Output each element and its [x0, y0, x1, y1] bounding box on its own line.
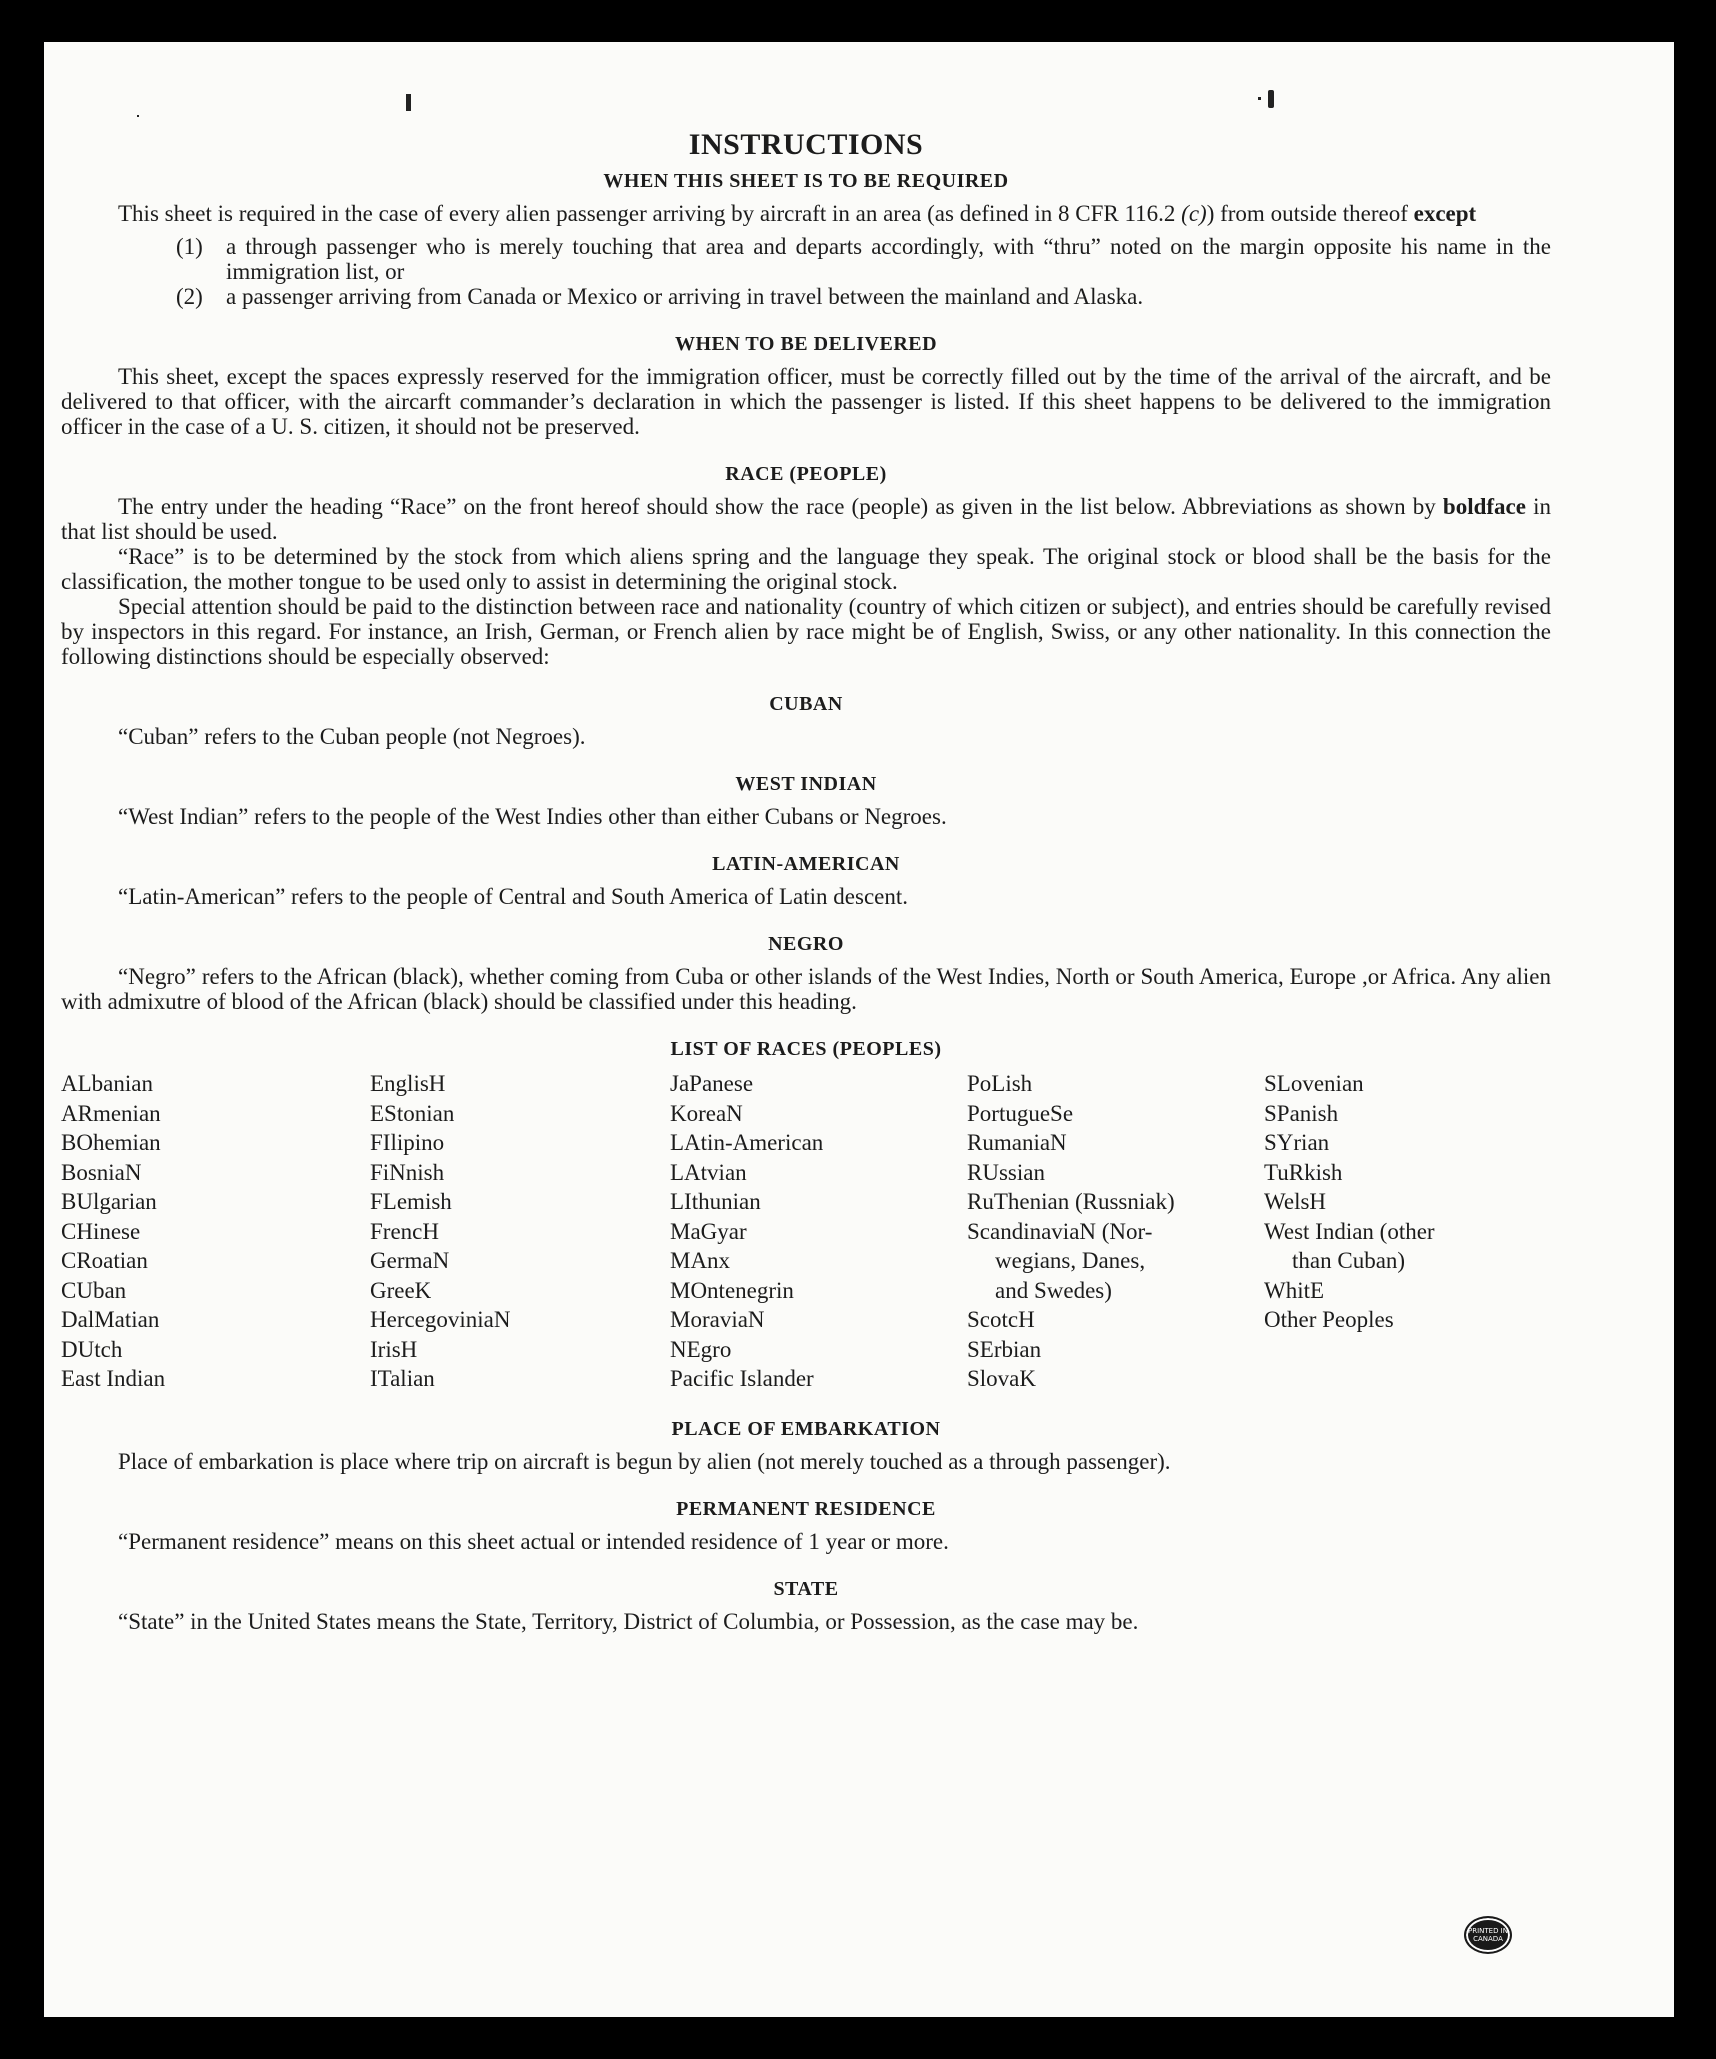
race-paragraph-1: The entry under the heading “Race” on the front hereof should show the race (people) as given in the list below. Abbreviations as shown by boldface in that list should be used. [61, 494, 1552, 544]
race-item: and Swedes) [995, 1277, 1112, 1303]
punch-mark [1268, 90, 1274, 108]
delivered-text: This sheet, except the spaces expressly reserved for the immigration officer, must be correctly filled out by the time of the arrival of the aircraft, and be delivered to that officer, with the aircarft commander’s declaration in which the passenger is listed. If this sheet happens to be delivered to the immigration officer in the case of a U. S. citizen, it should not be preserved. [61, 364, 1551, 439]
section-heading-latin-american: LATIN-AMERICAN [712, 853, 900, 875]
page-title: INSTRUCTIONS [688, 128, 924, 161]
speck [137, 115, 139, 117]
race-item: MoraviaN [670, 1307, 765, 1332]
race-item: TuRkish [1264, 1159, 1343, 1185]
race-item: HercegoviniaN [370, 1307, 511, 1332]
race-item: CHinese [61, 1218, 141, 1244]
race-item: PoLish [967, 1071, 1033, 1096]
punch-mark [406, 94, 411, 111]
race-item: SLovenian [1264, 1071, 1364, 1096]
instructions-body [61, 128, 1551, 1634]
race-item: than Cuban) [1292, 1248, 1406, 1273]
condition-item: (2) a passenger arriving from Canada or Mexico or arriving in travel between the mainland and Alaska. [176, 284, 1144, 309]
residence-text: “Permanent residence” means on this sheet actual or intended residence of 1 year or more. [118, 1528, 949, 1554]
race-item: wegians, Danes, [995, 1248, 1146, 1273]
race-paragraph-3: Special attention should be paid to the distinction between race and nationality (country of which citizen or subject), and entries should be carefully revised by inspectors in this regard. For instance, an Irish, German, or French alien by race might be of English, Swiss, or any other nationality. In this connection the following distinctions should be especially observed: [61, 594, 1551, 669]
race-item: BUlgarian [61, 1189, 157, 1214]
race-item: JaPanese [670, 1071, 754, 1096]
race-item: RumaniaN [967, 1130, 1067, 1155]
required-intro: This sheet is required in the case of every alien passenger arriving by aircraft in an area (as defined in 8 CFR 116.2 (c)) from outside thereof except [118, 201, 1477, 226]
race-item: GreeK [370, 1277, 432, 1303]
race-item: SPanish [1264, 1100, 1339, 1126]
race-item: NEgro [670, 1336, 732, 1362]
race-item: KoreaN [670, 1100, 743, 1126]
races-column-5 [1264, 1069, 1551, 1394]
race-item: IrisH [370, 1336, 418, 1362]
race-item: EnglisH [370, 1071, 446, 1096]
west-indian-text: “West Indian” refers to the people of the West Indies other than either Cubans or Negroes. [118, 804, 947, 829]
required-conditions [176, 234, 1551, 309]
race-item: DUtch [61, 1336, 123, 1362]
section-heading-delivered: WHEN TO BE DELIVERED [674, 333, 938, 355]
condition-item: (1) a through passenger who is merely touching that area and departs accordingly, with “thru” noted on the margin opposite his name in the immigration list, or [176, 234, 1551, 284]
race-item: ITalian [370, 1366, 435, 1391]
race-item: ARmenian [61, 1100, 161, 1126]
races-column-1 [61, 1069, 370, 1394]
race-item: LIthunian [670, 1189, 761, 1214]
race-item: East Indian [61, 1366, 166, 1391]
race-item: FrencH [370, 1218, 439, 1244]
race-item: WelsH [1264, 1189, 1327, 1214]
race-item: SYrian [1264, 1130, 1330, 1155]
race-item: DalMatian [61, 1307, 160, 1332]
races-column-4 [967, 1069, 1264, 1394]
race-item: CRoatian [61, 1248, 148, 1273]
race-item: RUssian [967, 1159, 1045, 1185]
race-item: BOhemian [61, 1130, 161, 1155]
race-item: LAtin-American [670, 1130, 824, 1155]
cuban-text: “Cuban” refers to the Cuban people (not Negroes). [118, 724, 586, 749]
race-item: MAnx [670, 1248, 731, 1273]
race-item: FLemish [370, 1189, 452, 1214]
race-item: MOntenegrin [670, 1277, 794, 1303]
section-heading-cuban: CUBAN [769, 693, 843, 715]
latin-american-text: “Latin-American” refers to the people of Central and South America of Latin descent. [118, 884, 908, 909]
race-item: FIlipino [370, 1130, 445, 1155]
embarkation-text: Place of embarkation is place where trip on aircraft is begun by alien (not merely touched as a through passenger). [118, 1448, 1171, 1474]
section-heading-embarkation: PLACE OF EMBARKATION [671, 1417, 941, 1440]
race-paragraph-2: “Race” is to be determined by the stock from which aliens spring and the language they speak. The original stock or blood shall be the basis for the classification, the mother tongue to be used only to assist in determining the original stock. [61, 544, 1551, 594]
race-item: LAtvian [670, 1159, 747, 1185]
race-item: ScotcH [967, 1307, 1035, 1332]
race-item: West Indian (other [1264, 1218, 1435, 1244]
race-item: ScandinaviaN (Nor- [967, 1218, 1153, 1244]
race-item: PortugueSe [967, 1100, 1074, 1126]
section-heading-west-indian: WEST INDIAN [735, 773, 877, 795]
section-heading-residence: PERMANENT RESIDENCE [676, 1497, 936, 1520]
document-page [44, 42, 1674, 2017]
section-heading-races-list: LIST OF RACES (PEOPLES) [670, 1038, 942, 1060]
race-item: CUban [61, 1277, 127, 1303]
race-item: EStonian [370, 1100, 455, 1126]
race-item: Other Peoples [1264, 1307, 1394, 1332]
section-heading-state: STATE [773, 1577, 839, 1600]
race-item: SlovaK [967, 1366, 1036, 1391]
speck [1258, 97, 1261, 100]
race-item: WhitE [1264, 1277, 1325, 1303]
section-heading-required: WHEN THIS SHEET IS TO BE REQUIRED [603, 170, 1009, 192]
negro-text: “Negro” refers to the African (black), whether coming from Cuba or other islands of the West Indies, North or South America, Europe ,or Africa. Any alien with admixutre of blood of the African (black) should be classified under this heading. [61, 964, 1551, 1014]
race-item: RuThenian (Russniak) [967, 1189, 1175, 1214]
races-column-2 [370, 1069, 670, 1394]
race-item: FiNnish [370, 1159, 445, 1185]
race-item: ALbanian [61, 1071, 153, 1096]
printed-in-canada-stamp: PRINTED IN CANADA [1464, 1916, 1512, 1954]
race-item: SErbian [967, 1336, 1042, 1362]
section-heading-negro: NEGRO [768, 933, 844, 955]
state-text: “State” in the United States means the State, Territory, District of Columbia, or Possession, as the case may be. [118, 1608, 1139, 1634]
race-item: Pacific Islander [670, 1366, 814, 1391]
race-item: GermaN [370, 1248, 450, 1273]
race-item: BosniaN [61, 1159, 142, 1185]
section-heading-race: RACE (PEOPLE) [725, 463, 887, 485]
race-item: MaGyar [670, 1218, 747, 1244]
races-column-3 [670, 1069, 967, 1394]
races-list [61, 1069, 1551, 1394]
